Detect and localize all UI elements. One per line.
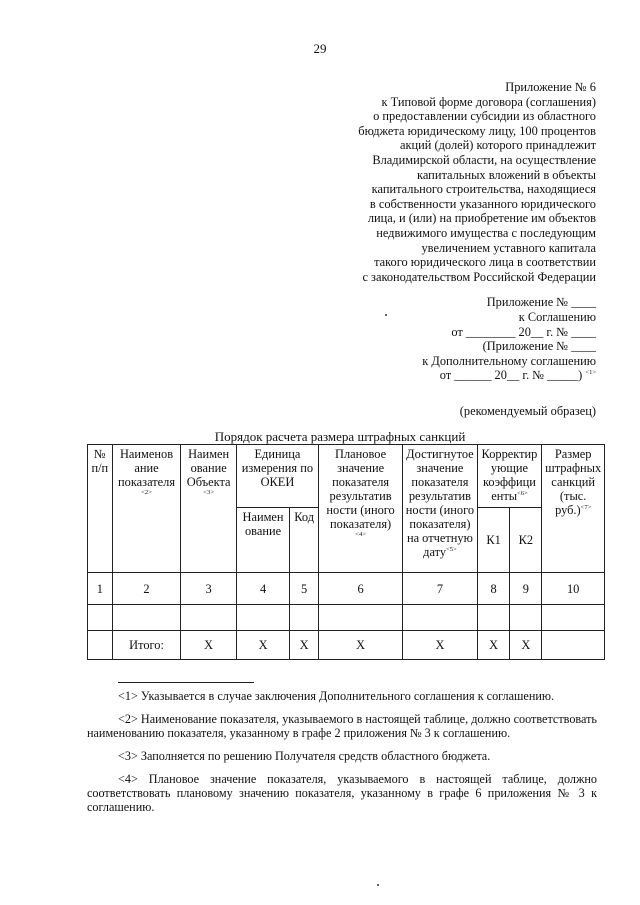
penalty-table <box>87 444 605 660</box>
appendix-6-header <box>296 80 596 383</box>
total-cell: X <box>236 631 289 660</box>
footnote-mark: <5> <box>446 545 457 553</box>
footnote-mark: <4> <box>355 531 366 538</box>
appendix-line: лица, и (или) на приобретение им объектов <box>367 211 596 226</box>
column-number: 1 <box>88 573 113 605</box>
footnote: <4> Плановое значение показателя, указываемого в настоящей таблице, должно соответствовать плановому значению показателя, указанному в графе 6 приложения № 3 к соглашению. <box>87 772 597 814</box>
appendix-line: о предоставлении субсидии из областного <box>373 109 596 124</box>
header-achieved-value: Достигнутое значение показателя результатив ности (иного показателя) на отчетную дату$^{<5>}$ <box>403 445 477 573</box>
appendix-line: бюджета юридическому лицу, 100 процентов <box>358 123 596 138</box>
appendix-line: капитальных вложений в объекты <box>417 167 596 182</box>
column-number: 4 <box>236 573 289 605</box>
table-cell <box>88 605 113 631</box>
agreement-ref-line: Приложение № ____ <box>486 295 596 310</box>
spacer <box>296 284 596 295</box>
column-number: 6 <box>319 573 403 605</box>
header-planned-value: Плановое значение показателя результатив ности (иного показателя) <4> <box>319 445 403 573</box>
footnote-mark: <7> <box>580 503 592 511</box>
footnote-mark: <2> <box>141 489 152 496</box>
table-cell <box>112 605 181 631</box>
header-unit-name: Наимен ование <box>236 508 289 573</box>
table-cell <box>542 631 605 660</box>
header-unit-okei: Единица измерения по ОКЕИ <box>236 445 318 508</box>
total-row <box>88 631 605 660</box>
appendix-line: такого юридического лица в соответствии <box>374 255 596 270</box>
column-number: 3 <box>181 573 236 605</box>
total-cell: X <box>319 631 403 660</box>
table-cell <box>510 605 542 631</box>
appendix-line: увеличением уставного капитала <box>421 240 596 255</box>
empty-data-row <box>88 605 605 631</box>
column-number: 10 <box>542 573 605 605</box>
footnotes <box>87 689 597 823</box>
sample-label: (рекомендуемый образец) <box>459 404 596 418</box>
table-cell <box>88 631 113 660</box>
table-cell <box>290 605 319 631</box>
total-cell: X <box>510 631 542 660</box>
column-number: 8 <box>477 573 510 605</box>
table-cell <box>542 605 605 631</box>
appendix-line: капитального строительства, находящиеся <box>371 182 596 197</box>
appendix-line: Владимирской области, на осуществление <box>372 152 596 167</box>
footnote: <1> Указывается в случае заключения Дополнительного соглашения к соглашению. <box>118 689 555 703</box>
total-cell: X <box>290 631 319 660</box>
appendix-line: Приложение № 6 <box>505 80 596 94</box>
header-row <box>88 445 605 508</box>
table-cell <box>477 605 510 631</box>
column-number: 2 <box>112 573 181 605</box>
appendix-line: акций (долей) которого принадлежит <box>399 138 596 153</box>
column-number: 9 <box>510 573 542 605</box>
agreement-ref-line: к Соглашению <box>518 309 596 324</box>
appendix-line: к Типовой форме договора (соглашения) <box>381 94 596 109</box>
agreement-ref-date: от ______ 20__ г. № _____) <box>439 368 583 383</box>
header-penalty-amount: Размер штрафных санкций (тыс. руб.)$^{<7>}$ <box>542 445 605 573</box>
column-number-row <box>88 573 605 605</box>
table-cell <box>181 605 236 631</box>
header-k2: К2 <box>510 508 542 573</box>
table-cell <box>236 605 289 631</box>
table-title: Порядок расчета размера штрафных санкций <box>214 429 466 444</box>
appendix-line: с законодательством Российской Федерации <box>362 269 596 284</box>
page-number: 29 <box>313 41 327 56</box>
scan-speck <box>377 884 379 886</box>
footnote: <2> Наименование показателя, указываемого в настоящей таблице, должно соответствовать наименованию показателя, указанному в графе 2 приложения № 3 к соглашению. <box>87 712 597 740</box>
appendix-line: в собственности указанного юридического <box>369 196 596 211</box>
footnote-divider <box>118 682 254 683</box>
footnote-mark: <1> <box>585 369 596 377</box>
footnote-mark: <6> <box>517 489 528 497</box>
header-unit-code: Код <box>290 508 319 573</box>
column-number: 5 <box>290 573 319 605</box>
column-number: 7 <box>403 573 477 605</box>
header-k1: К1 <box>477 508 510 573</box>
header-correction-coefficients: Корректир ующие коэффици енты$^{<6>}$ <box>477 445 542 508</box>
total-cell: X <box>477 631 510 660</box>
header-col-number: № п/п <box>88 445 113 573</box>
header-object-name: Наимен ование Объекта <3> <box>181 445 236 573</box>
header-indicator-name: Наименов ание показателя <2> <box>112 445 181 573</box>
table-cell <box>319 605 403 631</box>
agreement-ref-line: от ________ 20__ г. № ____ <box>451 324 596 339</box>
total-cell: X <box>181 631 236 660</box>
footnote-mark: <3> <box>203 489 214 496</box>
agreement-ref-line: (Приложение № ____ <box>482 339 596 354</box>
total-label: Итого: <box>112 631 181 660</box>
footnote: <3> Заполняется по решению Получателя средств областного бюджета. <box>118 749 491 763</box>
total-cell: X <box>403 631 477 660</box>
appendix-line: недвижимого имущества с последующим <box>376 225 596 240</box>
table-cell <box>403 605 477 631</box>
agreement-ref-line <box>296 368 596 383</box>
agreement-ref-line: к Дополнительному соглашению <box>422 353 596 368</box>
scan-speck <box>385 314 387 316</box>
